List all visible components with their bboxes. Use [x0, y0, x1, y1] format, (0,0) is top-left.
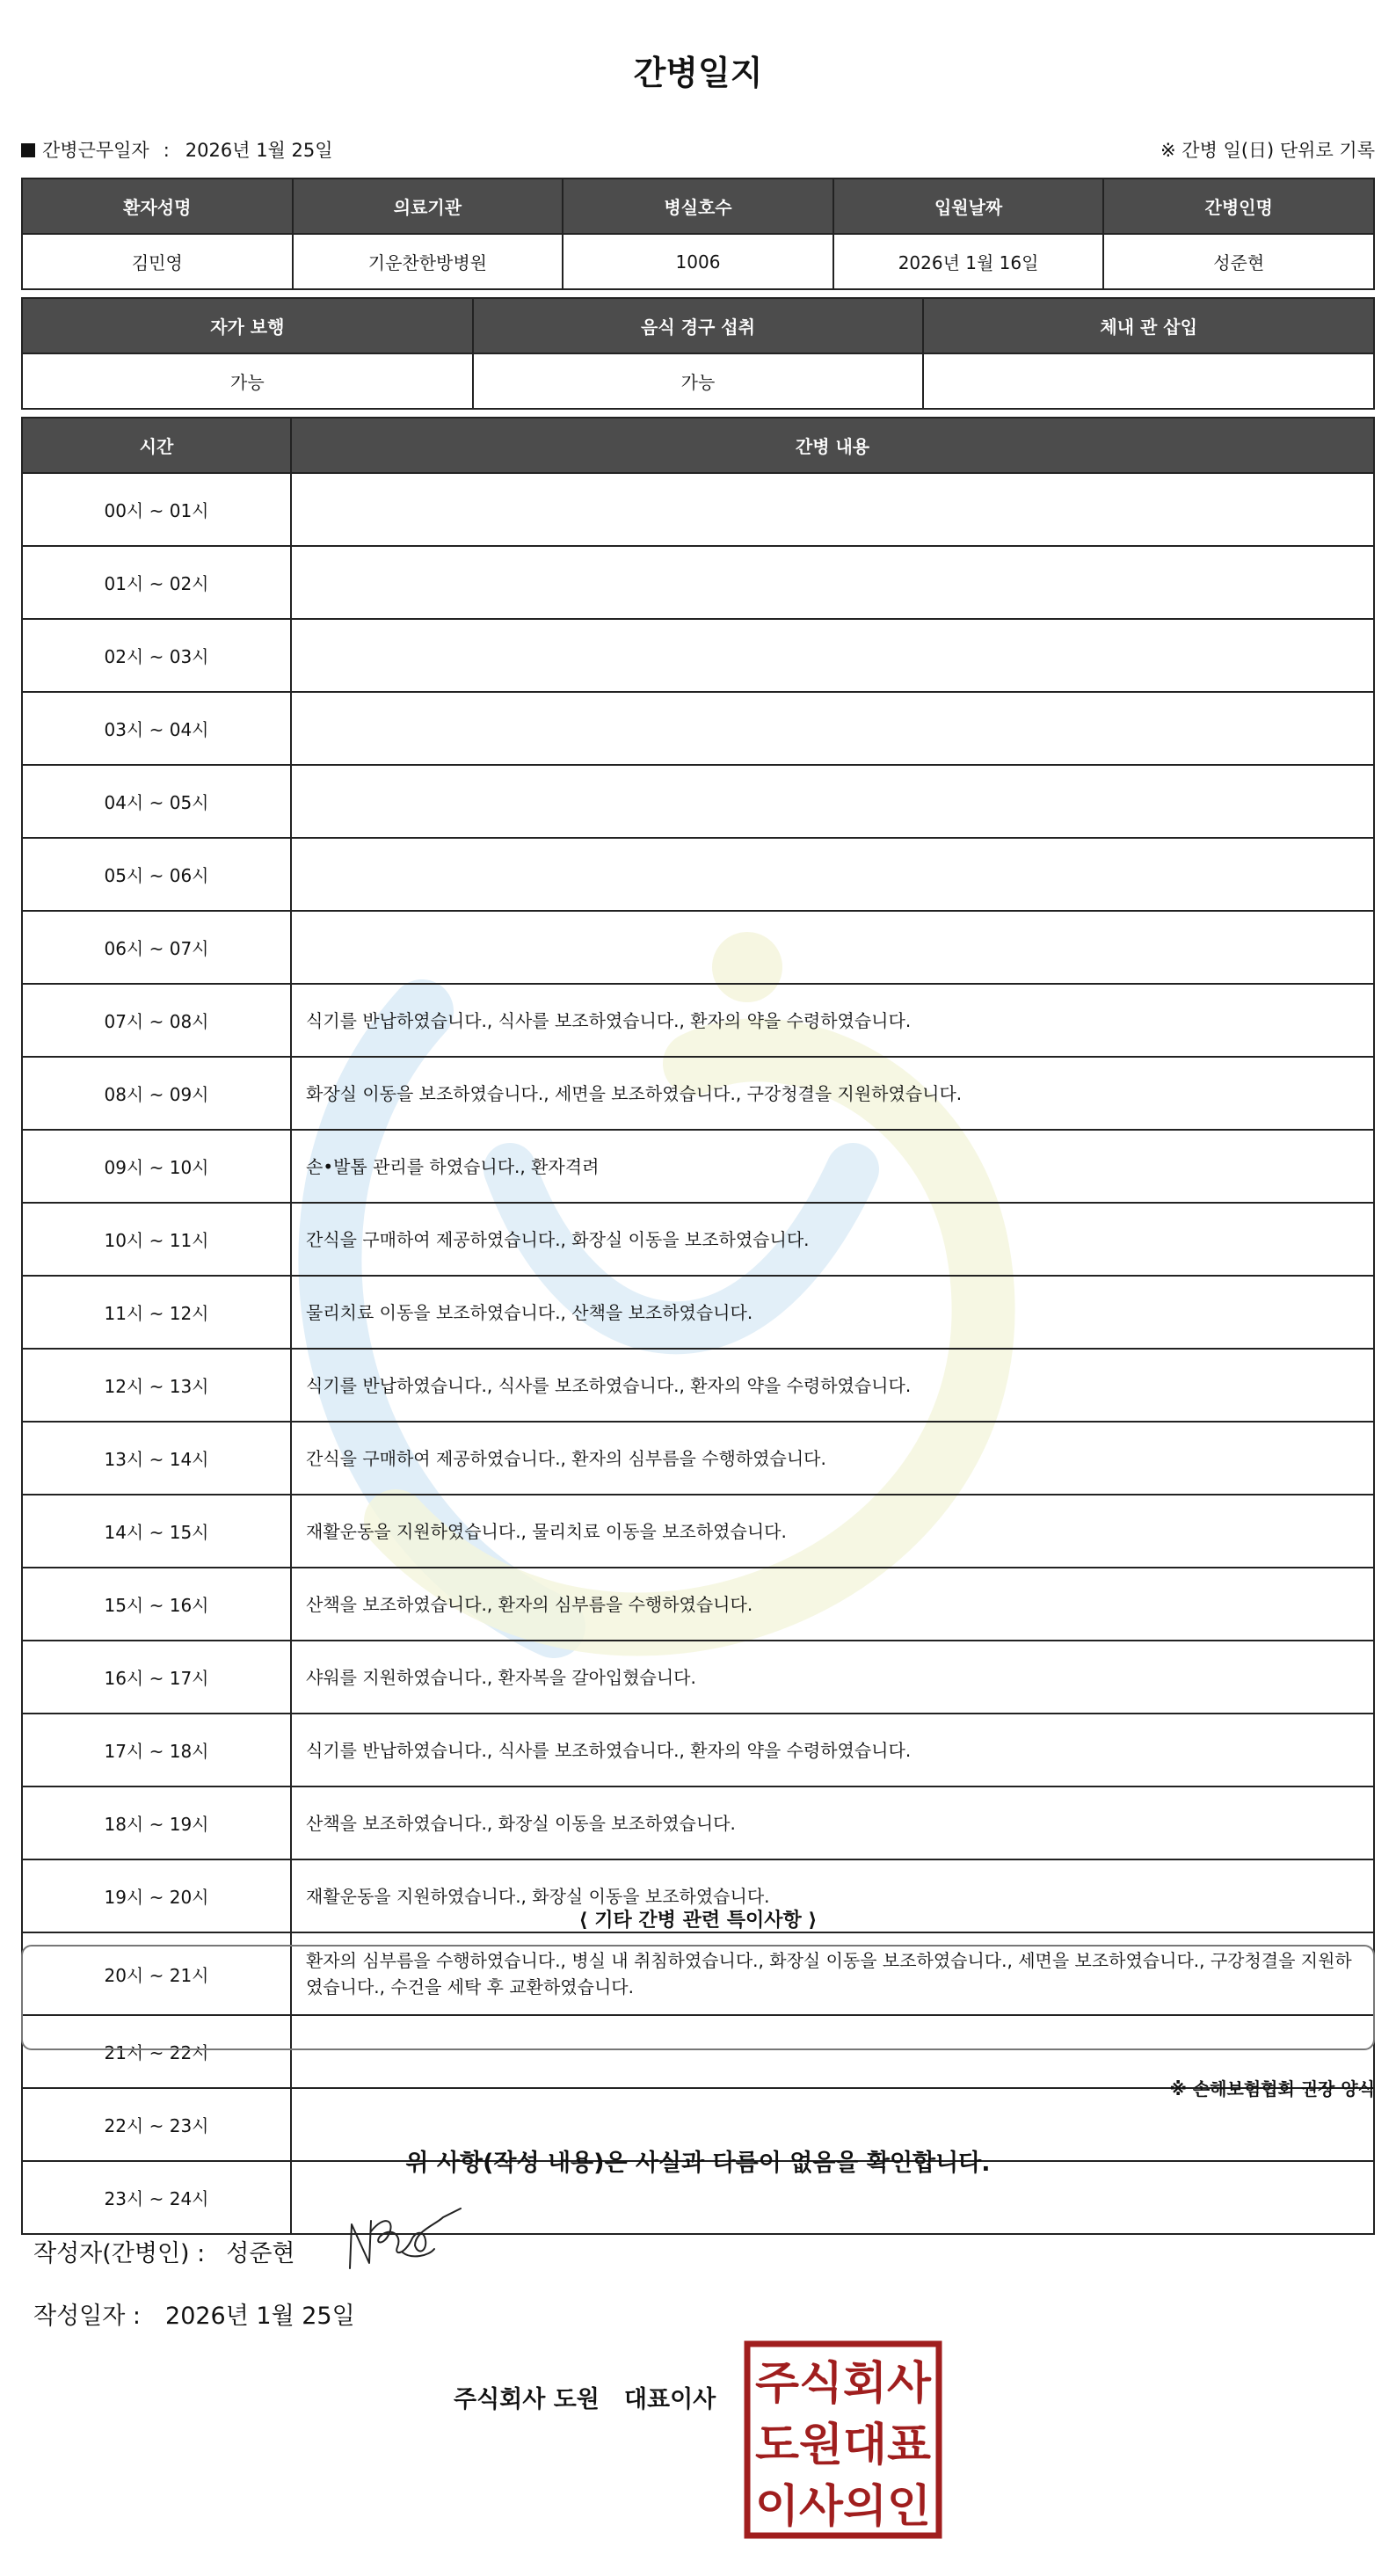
header-care-content: 간병 내용: [291, 418, 1374, 473]
care-content: 재활운동을 지원하였습니다., 물리치료 이동을 보조하였습니다.: [291, 1495, 1374, 1568]
seal-line-1: 주식회사: [755, 2358, 932, 2408]
seal-line-3: 이사의인: [755, 2481, 931, 2531]
care-content: 화장실 이동을 보조하였습니다., 세면을 보조하였습니다., 구강청결을 지원하였습니다.: [291, 1057, 1374, 1130]
table-row: [22, 984, 1374, 1057]
table-row: [22, 1422, 1374, 1495]
table-row: [22, 692, 1374, 765]
care-content: 간식을 구매하여 제공하였습니다., 환자의 심부름을 수행하였습니다.: [291, 1422, 1374, 1495]
care-content: 재활운동을 지원하였습니다., 화장실 이동을 보조하였습니다.: [291, 1859, 1374, 1932]
time-slot: 16시 ~ 17시: [22, 1641, 291, 1714]
representative-title: 대표이사: [623, 2386, 716, 2413]
time-slot: 07시 ~ 08시: [22, 984, 291, 1057]
table-row: [22, 1276, 1374, 1349]
table-row: [22, 1786, 1374, 1859]
time-slot: 17시 ~ 18시: [22, 1714, 291, 1786]
care-content: 산책을 보조하였습니다., 환자의 심부름을 수행하였습니다.: [291, 1568, 1374, 1641]
time-slot: 21시 ~ 22시: [22, 2015, 291, 2088]
oral-intake-value: 가능: [473, 353, 924, 409]
caregiver-name: 성준현: [1103, 234, 1374, 289]
table-row: [22, 619, 1374, 692]
time-slot: 00시 ~ 01시: [22, 473, 291, 546]
care-content: [291, 765, 1374, 838]
company-seal-stamp: [744, 2340, 942, 2539]
hospital-name: 기운찬한방병원: [293, 234, 563, 289]
written-date-line: [33, 2296, 355, 2331]
care-content: 식기를 반납하였습니다., 식사를 보조하였습니다., 환자의 약을 수령하였습니다.: [291, 984, 1374, 1057]
header-tube-insertion: 체내 관 삽입: [923, 298, 1374, 353]
time-slot: 08시 ~ 09시: [22, 1057, 291, 1130]
tube-insertion-value: [923, 353, 1374, 409]
company-name: 주식회사 도원: [454, 2386, 600, 2413]
header-time: 시간: [22, 418, 291, 473]
table-row: [22, 1495, 1374, 1568]
special-notes-title: ⟨ 기타 간병 관련 특이사항 ⟩: [578, 1910, 818, 1932]
care-content: [291, 619, 1374, 692]
care-content: 환자의 심부름을 수행하였습니다., 병실 내 취침하였습니다., 화장실 이동을 보조하였습니다., 세면을 보조하였습니다., 구강청결을 지원하였습니다., 수건을 세탁 후 교환하였습니다.: [291, 1932, 1374, 2015]
care-content: 손•발톱 관리를 하였습니다., 환자격려: [291, 1130, 1374, 1203]
patient-info-table: [21, 178, 1375, 290]
time-slot: 06시 ~ 07시: [22, 911, 291, 984]
time-slot: 04시 ~ 05시: [22, 765, 291, 838]
time-slot: 13시 ~ 14시: [22, 1422, 291, 1495]
writer-label: 작성자(간병인) :: [33, 2240, 206, 2267]
time-slot: 12시 ~ 13시: [22, 1349, 291, 1422]
table-row: [22, 911, 1374, 984]
care-content: [291, 838, 1374, 911]
handwritten-signature: [345, 2205, 463, 2275]
hourly-care-header-row: [22, 418, 1374, 473]
special-notes-box: [21, 1945, 1375, 2050]
header-self-walking: 자가 보행: [22, 298, 473, 353]
time-slot: 02시 ~ 03시: [22, 619, 291, 692]
care-content: 식기를 반납하였습니다., 식사를 보조하였습니다., 환자의 약을 수령하였습니다.: [291, 1349, 1374, 1422]
care-content: 산책을 보조하였습니다., 화장실 이동을 보조하였습니다.: [291, 1786, 1374, 1859]
table-row: [22, 838, 1374, 911]
table-row: [22, 1641, 1374, 1714]
table-row: [22, 473, 1374, 546]
time-slot: 15시 ~ 16시: [22, 1568, 291, 1641]
company-line: [454, 2380, 716, 2414]
work-date-label: 간병근무일자: [42, 140, 149, 161]
writer-line: [33, 2234, 295, 2268]
care-content: [291, 473, 1374, 546]
seal-line-2: 도원대표: [755, 2420, 931, 2470]
patient-status-value-row: [22, 353, 1374, 409]
writer-name: 성준현: [226, 2240, 295, 2267]
table-row: [22, 1057, 1374, 1130]
care-content: 간식을 구매하여 제공하였습니다., 화장실 이동을 보조하였습니다.: [291, 1203, 1374, 1276]
work-date-value: 2026년 1월 25일: [185, 140, 333, 161]
table-row: [22, 1714, 1374, 1786]
patient-status-header-row: [22, 298, 1374, 353]
work-date-line: 간병근무일자 : 2026년 1월 25일: [21, 136, 333, 163]
recommended-form-note: ※ 손해보험협회 권장 양식: [1169, 2078, 1375, 2099]
unit-note: ※ 간병 일(日) 단위로 기록: [1160, 140, 1375, 161]
confirmation-statement: 위 사항(작성 내용)은 사실과 다름이 없음을 확인합니다.: [405, 2150, 991, 2177]
time-slot: 10시 ~ 11시: [22, 1203, 291, 1276]
time-slot: 23시 ~ 24시: [22, 2161, 291, 2234]
time-slot: 20시 ~ 21시: [22, 1932, 291, 2015]
header-oral-intake: 음식 경구 섭취: [473, 298, 924, 353]
patient-info-value-row: [22, 234, 1374, 289]
header-hospital: 의료기관: [293, 178, 563, 234]
care-content: [291, 692, 1374, 765]
time-slot: 01시 ~ 02시: [22, 546, 291, 619]
care-content: 식기를 반납하였습니다., 식사를 보조하였습니다., 환자의 약을 수령하였습니다.: [291, 1714, 1374, 1786]
table-row: [22, 1349, 1374, 1422]
patient-info-header-row: [22, 178, 1374, 234]
patient-status-table: [21, 297, 1375, 410]
table-row: [22, 1568, 1374, 1641]
time-slot: 22시 ~ 23시: [22, 2088, 291, 2161]
care-content: 샤워를 지원하였습니다., 환자복을 갈아입혔습니다.: [291, 1641, 1374, 1714]
time-slot: 05시 ~ 06시: [22, 838, 291, 911]
written-date-value: 2026년 1월 25일: [165, 2303, 355, 2330]
admission-date: 2026년 1월 16일: [833, 234, 1104, 289]
table-row: [22, 1130, 1374, 1203]
table-row: [22, 1203, 1374, 1276]
time-slot: 19시 ~ 20시: [22, 1859, 291, 1932]
care-content: [291, 911, 1374, 984]
written-date-label: 작성일자 :: [33, 2303, 142, 2330]
time-slot: 03시 ~ 04시: [22, 692, 291, 765]
time-slot: 11시 ~ 12시: [22, 1276, 291, 1349]
time-slot: 18시 ~ 19시: [22, 1786, 291, 1859]
header-room-number: 병실호수: [563, 178, 833, 234]
self-walking-value: 가능: [22, 353, 473, 409]
time-slot: 09시 ~ 10시: [22, 1130, 291, 1203]
care-content: 물리치료 이동을 보조하였습니다., 산책을 보조하였습니다.: [291, 1276, 1374, 1349]
table-row: [22, 765, 1374, 838]
square-bullet-icon: [21, 143, 35, 157]
table-row: [22, 546, 1374, 619]
header-patient-name: 환자성명: [22, 178, 293, 234]
header-admission-date: 입원날짜: [833, 178, 1104, 234]
patient-name: 김민영: [22, 234, 293, 289]
room-number: 1006: [563, 234, 833, 289]
time-slot: 14시 ~ 15시: [22, 1495, 291, 1568]
care-content: [291, 546, 1374, 619]
document-title: 간병일지: [633, 54, 763, 92]
header-caregiver-name: 간병인명: [1103, 178, 1374, 234]
